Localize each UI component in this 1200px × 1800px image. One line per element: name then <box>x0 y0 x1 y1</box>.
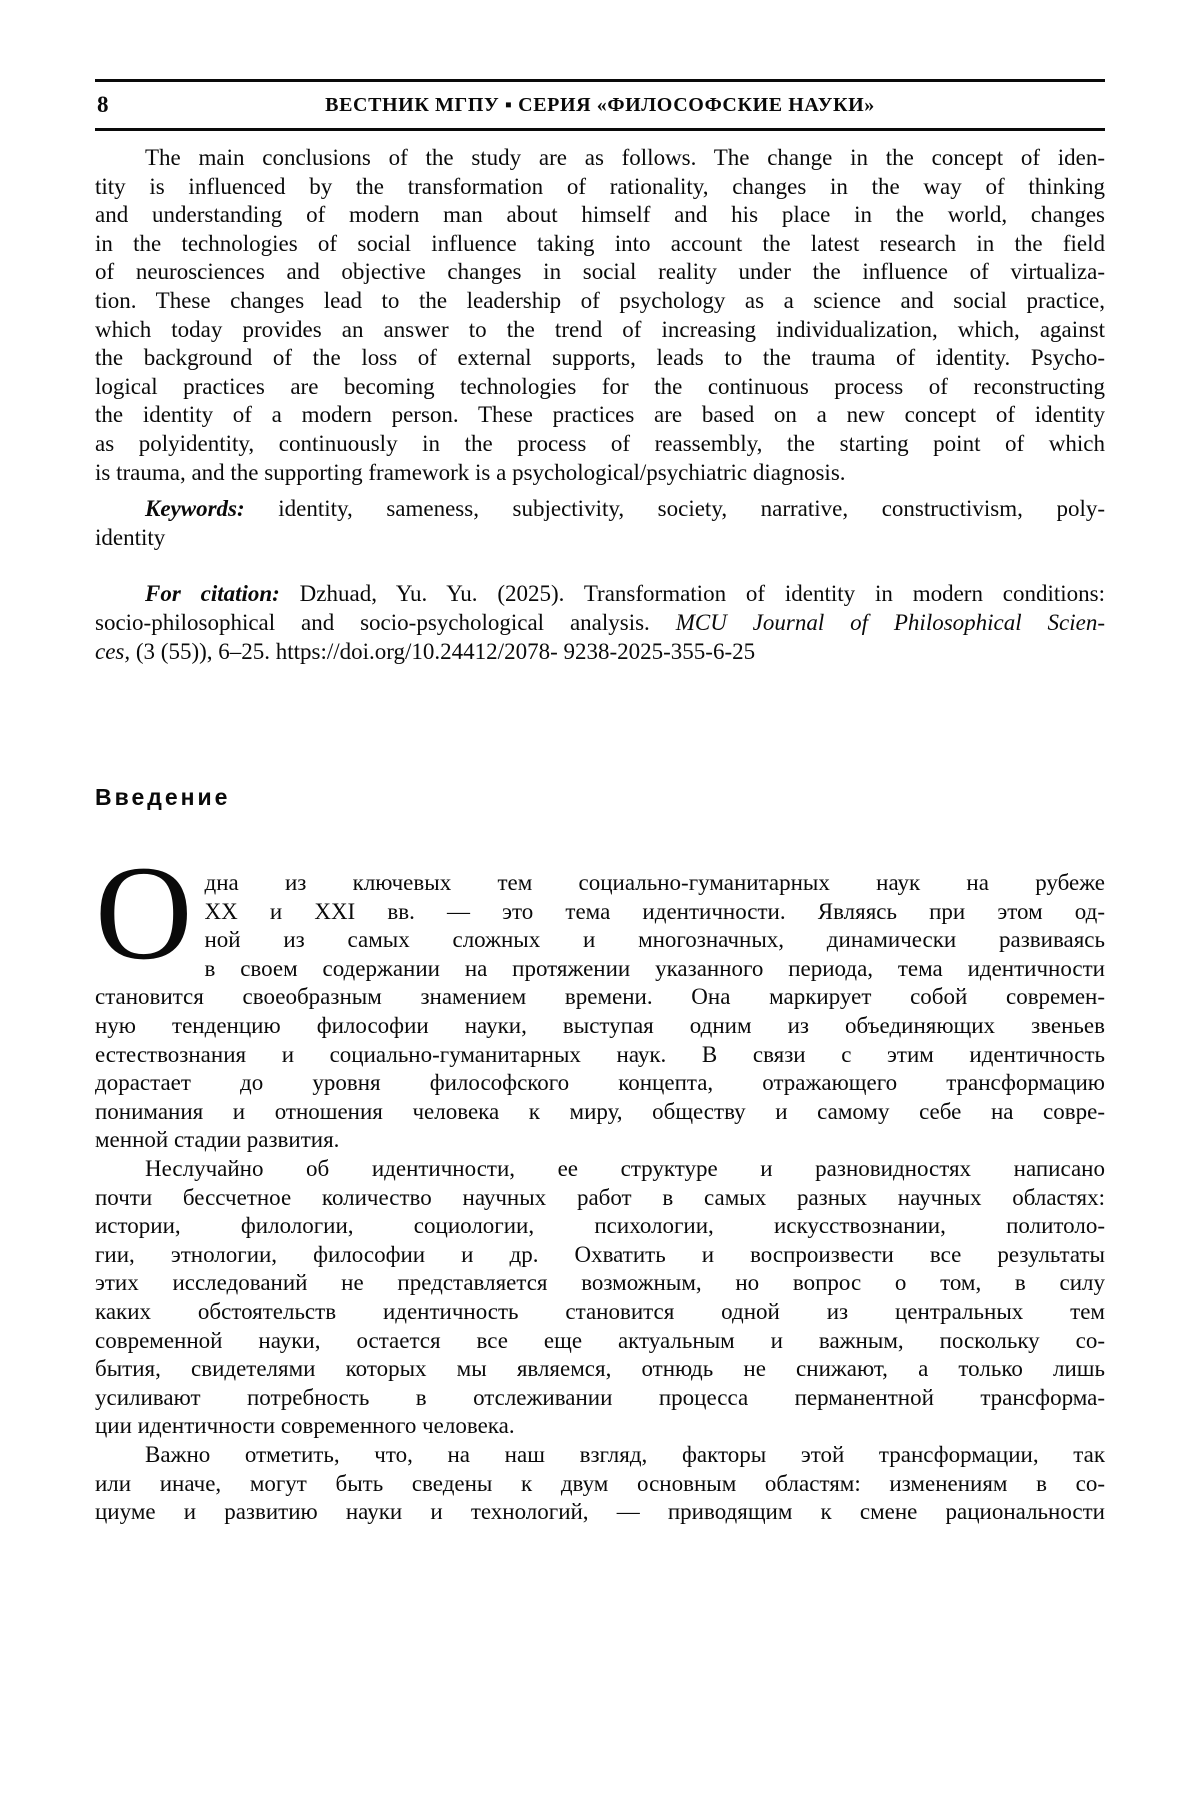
text-line: этих исследований не представляется возможным, но вопрос о том, в силу <box>95 1270 1105 1296</box>
text-line: гии, этнологии, философии и др. Охватить и воспроизвести все результаты <box>95 1241 1105 1267</box>
text-line: identity <box>95 524 166 550</box>
text-line: is trauma, and the supporting framework is a psychological/psychiatric diagnosis. <box>95 459 846 485</box>
text-line: XX и XXI вв. — это тема идентичности. Являясь при этом од- <box>204 898 1105 924</box>
dropcap-letter: О <box>95 839 193 989</box>
text-line <box>95 609 1105 638</box>
text-line: дорастает до уровня философского концепта, отражающего трансформацию <box>95 1070 1105 1096</box>
text-segment: (3 (55)), 6–25. https://doi.org/10.24412/2078- 9238-2025-355-6-25 <box>130 638 756 664</box>
text-line: естествознания и социально-гуманитарных наук. В связи с этим идентичность <box>95 1041 1105 1067</box>
citation-paragraph <box>95 580 1105 666</box>
header-rule-bottom <box>95 128 1105 131</box>
header-row <box>95 82 1105 128</box>
text-line: истории, филологии, социологии, психологии, искусствознании, политоло- <box>95 1213 1105 1239</box>
text-line: почти бессчетное количество научных работ в самых разных научных областях: <box>95 1184 1105 1210</box>
text-line: дна из ключевых тем социально-гуманитарных наук на рубеже <box>204 870 1105 896</box>
intro-paragraph-3 <box>95 1441 1105 1527</box>
text-line: logical practices are becoming technologies for the continuous process of reconstructing <box>95 373 1105 399</box>
text-line: tity is influenced by the transformation of rationality, changes in the way of thinking <box>95 173 1105 199</box>
introduction-body <box>95 839 1105 1527</box>
text-line: tion. These changes lead to the leadership of psychology as a science and social practice, <box>95 287 1105 313</box>
text-line: или иначе, могут быть сведены к двум основным областям: изменениям в со- <box>95 1470 1105 1496</box>
text-line: the background of the loss of external supports, leads to the trauma of identity. Psycho- <box>95 345 1105 371</box>
text-line: менной стадии развития. <box>95 1127 340 1153</box>
text-line: усиливают потребность в отслеживании процесса перманентной трансформа- <box>95 1384 1105 1410</box>
text-line <box>95 580 1105 609</box>
text-line: циуме и развитию науки и технологий, — приводящим к смене рациональности <box>95 1499 1105 1525</box>
page-number: 8 <box>97 92 109 117</box>
text-segment: MCU Journal of Philosophical Scien- <box>675 609 1105 635</box>
text-segment: socio-philosophical and socio-psychological analysis. <box>95 609 676 635</box>
text-line: which today provides an answer to the trend of increasing individualization, which, against <box>95 316 1105 342</box>
text-line: ции идентичности современного человека. <box>95 1413 515 1439</box>
text-line <box>95 495 1105 524</box>
text-line: as polyidentity, continuously in the process of reassembly, the starting point of which <box>95 430 1105 456</box>
text-line: in the technologies of social influence taking into account the latest research in the field <box>95 230 1105 256</box>
text-line: and understanding of modern man about himself and his place in the world, changes <box>95 202 1105 228</box>
text-line: каких обстоятельств идентичность становится одной из центральных тем <box>95 1299 1105 1324</box>
text-line: в своем содержании на протяжении указанного периода, тема идентичности <box>204 955 1105 981</box>
text-line: ной из самых сложных и многозначных, динамически развиваясь <box>204 927 1105 953</box>
text-line: Важно отметить, что, на наш взгляд, факторы этой трансформации, так <box>145 1441 1105 1467</box>
text-segment: Dzhuad, Yu. Yu. (2025). Transformation of identity in modern conditions: <box>279 581 1105 607</box>
intro-paragraph-1 <box>95 839 1105 1155</box>
journal-header-title: ВЕСТНИК МГПУ ▪ СЕРИЯ «ФИЛОСОФСКИЕ НАУКИ» <box>325 93 875 116</box>
text-segment: ces, <box>95 638 131 664</box>
intro-paragraph-2 <box>95 1155 1105 1441</box>
text-line: становится своеобразным знамением времени. Она маркирует собой современ- <box>95 984 1105 1010</box>
keywords-paragraph <box>95 495 1105 552</box>
english-abstract-block <box>95 144 1105 666</box>
text-line: понимания и отношения человека к миру, обществу и самому себе на совре- <box>95 1098 1105 1124</box>
text-segment: identity, sameness, subjectivity, society, narrative, constructivism, poly- <box>244 496 1105 522</box>
section-heading-introduction: Введение <box>95 784 231 811</box>
abstract-paragraph <box>95 144 1105 487</box>
text-line: The main conclusions of the study are as follows. The change in the concept of iden- <box>145 145 1105 170</box>
text-segment: For citation: <box>145 581 280 607</box>
text-line <box>95 638 1105 667</box>
text-line: Неслучайно об идентичности, ее структуре и разновидностях написано <box>145 1156 1105 1182</box>
text-line: the identity of a modern person. These practices are based on a new concept of identity <box>95 402 1105 428</box>
text-line: бытия, свидетелями которых мы являемся, отнюдь не снижают, а только лишь <box>95 1356 1105 1382</box>
text-line: ную тенденцию философии науки, выступая одним из объединяющих звеньев <box>95 1013 1105 1039</box>
text-line: современной науки, остается все еще актуальным и важным, поскольку со- <box>95 1327 1105 1353</box>
text-line: of neurosciences and objective changes in social reality under the influence of virtualiza- <box>95 259 1105 285</box>
text-segment: Keywords: <box>145 496 245 522</box>
running-head <box>95 79 1105 131</box>
